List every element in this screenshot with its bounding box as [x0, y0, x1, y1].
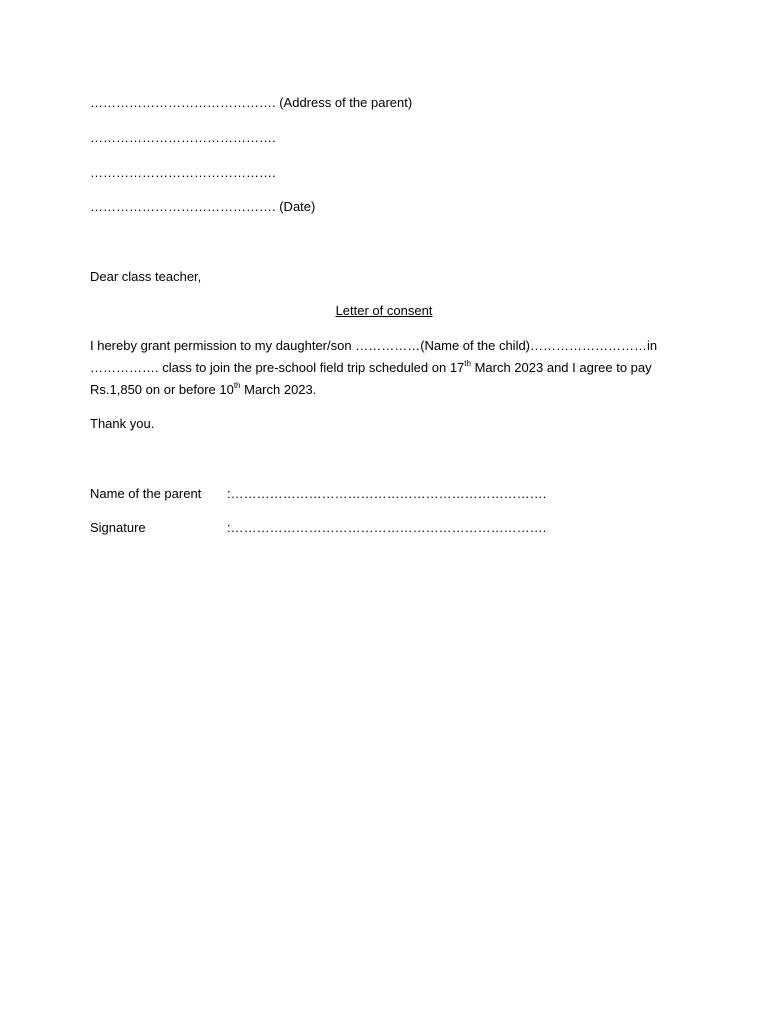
parent-name-blank: :……………………………………………………………….: [227, 486, 547, 501]
letter-title: Letter of consent: [335, 303, 433, 318]
body-line-3: [90, 382, 316, 398]
closing: Thank you.: [90, 416, 155, 431]
signature-label: Signature: [90, 520, 146, 535]
ordinal-suffix: th: [233, 381, 241, 390]
parent-name-label: Name of the parent: [90, 486, 202, 501]
body-line-2-end: March 2023 and I agree to pay: [470, 360, 652, 375]
signature-blank: :……………………………………………………………….: [227, 520, 547, 535]
date-line: ……………………………………. (Date): [90, 199, 316, 214]
ordinal-suffix: th: [464, 359, 471, 368]
body-line-1: I hereby grant permission to my daughter/son ……………(Name of the child)………………………in: [90, 338, 658, 353]
address-line-2: …………………………………….: [90, 130, 276, 145]
body-line-2-start: ……………. class to join the pre-school field trip scheduled on 17: [90, 360, 465, 375]
parent-name-field: [90, 486, 546, 502]
signature-field: [90, 520, 546, 536]
body-line-3-start: Rs.1,850 on or before 10: [90, 382, 234, 397]
address-line-1: ……………………………………. (Address of the parent): [90, 95, 413, 110]
body-line-3-end: March 2023.: [240, 382, 317, 397]
body-line-2: [90, 360, 652, 376]
address-line-3: …………………………………….: [90, 165, 276, 180]
salutation: Dear class teacher,: [90, 269, 202, 284]
